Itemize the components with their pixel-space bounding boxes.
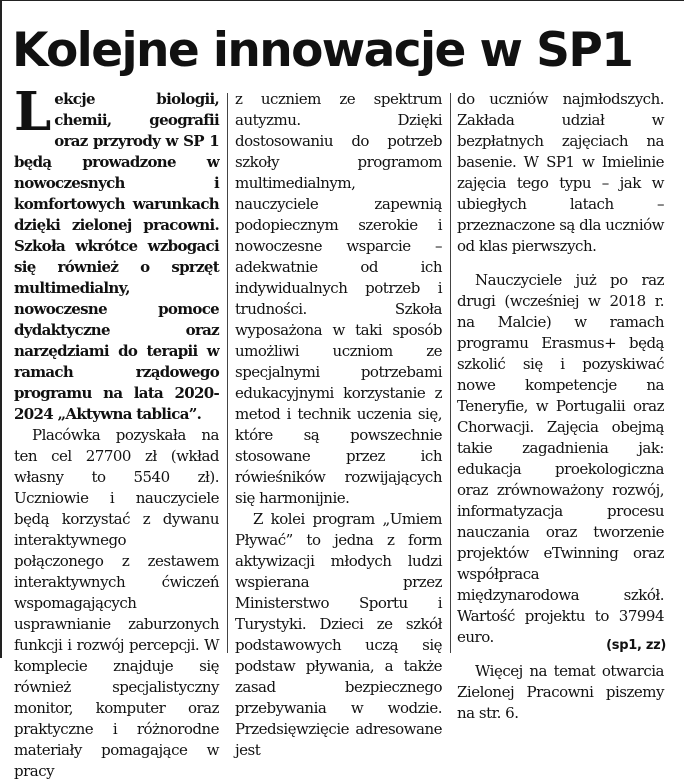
column-3 (457, 89, 664, 724)
body-paragraph: Nauczyciele już po raz drugi (wcześniej w 2018 r. na Malcie) w ramach programu Erasmus+ będą szkolić się i pozyskiwać nowe kompetencje na Teneryfie, w Portugalii oraz Chorwacji. Zajęcia obejmą takie zagadnienia jak: edukacja proekologiczna oraz zrównoważony rozwój, informatyzacja procesu nauczania oraz tworzenie projektów eTwinning oraz współpraca międzynarodowa szkół. Wartość projektu to 37994 euro. (457, 271, 664, 646)
body-paragraph: z uczniem ze spektrum autyzmu. Dzięki dostosowaniu do potrzeb szkoły programom multimedialnym, nauczyciele zapewnią podopiecznym szerokie i nowoczesne wsparcie – adekwatnie od ich indywidualnych potrzeb i trudności. Szkoła wyposażona w taki sposób umożliwi uczniom ze specjalnymi potrzebami edukacyjnymi korzystanie z metod i technik uczenia się, które są powszechnie stosowane przez ich rówieśników rozwijających się harmonijnie. (235, 90, 442, 507)
body-paragraph: Z kolei program „Umiem Pływać” to jedna z form aktywizacji młodych ludzi wspierana przez Ministerstwo Sportu i Turystyki. Dzieci ze szkół podstawowych uczą się podstaw pływania, a także zasad bezpiecznego przebywania w wodzie. Przedsięwzięcie adresowane jest (235, 510, 442, 759)
drop-cap: L (14, 81, 52, 143)
lead-paragraph (14, 81, 219, 425)
headline: Kolejne innowacje w SP1 (12, 23, 633, 78)
column-divider (450, 93, 451, 653)
column-divider (227, 93, 228, 653)
column-1 (14, 81, 219, 782)
author-signature: (sp1, zz) (606, 638, 666, 653)
body-paragraph: Więcej na temat otwarcia Zielonej Pracowni piszemy na str. 6. (457, 662, 664, 722)
body-paragraph: do uczniów najmłodszych. Zakłada udział w bezpłatnych zajęciach na basenie. W SP1 w Imielinie zajęcia tego typu – jak w ubiegłych latach – przeznaczone są dla uczniów od klas pierwszych. (457, 90, 665, 255)
body-paragraph: Placówka pozyskała na ten cel 27700 zł (wkład własny to 5540 zł). Uczniowie i nauczyciele będą korzystać z dywanu interaktywnego połączonego z zestawem interaktywnych ćwiczeń wspomagających usprawnianie zaburzonych funkcji i rozwój percepcji. W komplecie znajduje się również specjalistyczny monitor, komputer oraz praktyczne i różnorodne materiały pomagające w pracy (14, 426, 219, 780)
column-2 (235, 89, 442, 761)
lead-text: ekcje biologii, chemii, geografii oraz przyrody w SP 1 będą prowadzone w nowoczesnych i komfortowych warunkach dzięki zielonej pracowni. Szkoła wkrótce wzbogaci się również o sprzęt multimedialny, nowoczesne pomoce dydaktyczne oraz narzędziami do terapii w ramach rządowego programu na lata 2020-2024 „Aktywna tablica”. (14, 90, 219, 423)
